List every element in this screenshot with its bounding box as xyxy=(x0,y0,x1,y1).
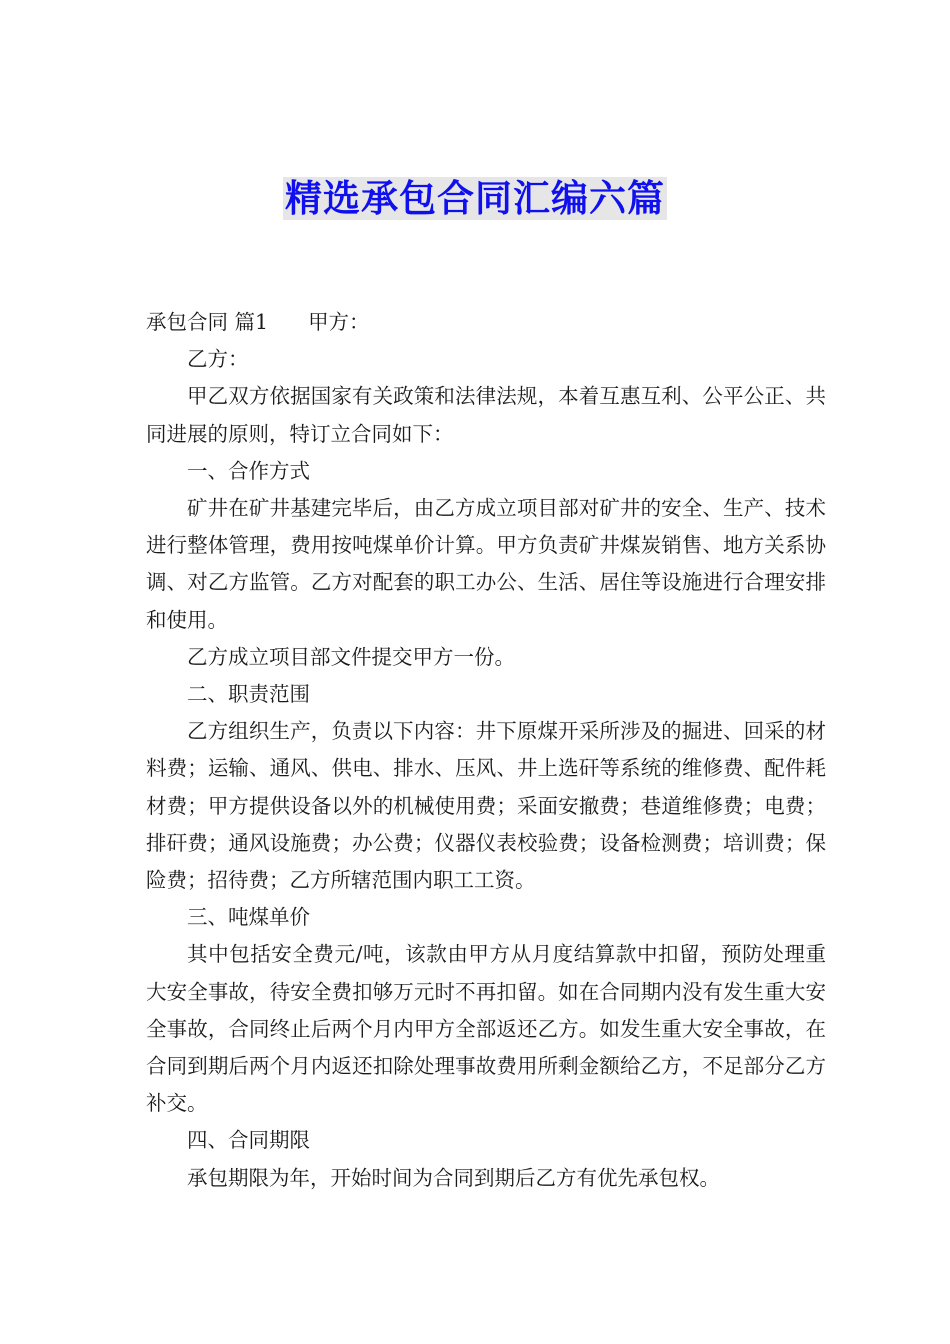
heading-cooperation-method: 一、合作方式 xyxy=(187,458,310,483)
paragraph-cooperation-method: 矿井在矿井基建完毕后，由乙方成立项目部对矿井的安全、生产、技术进行整体管理，费用按吨煤单价计算。甲方负责矿井煤炭销售、地方关系协调、对乙方监管。乙方对配套的职工办公、生活、居住等设施进行合理安排和使用。 xyxy=(146,496,826,632)
party-a-label: 甲方： xyxy=(308,310,370,334)
document-body xyxy=(146,304,826,1197)
party-b-label: 乙方： xyxy=(187,347,249,372)
document-title xyxy=(0,172,950,226)
paragraph-contract-term: 承包期限为年，开始时间为合同到期后乙方有优先承包权。 xyxy=(187,1165,720,1190)
paragraph-preamble: 甲乙双方依据国家有关政策和法律法规，本着互惠互利、公平公正、共同进展的原则，特订立合同如下： xyxy=(146,384,826,446)
paragraph-project-file: 乙方成立项目部文件提交甲方一份。 xyxy=(187,644,515,669)
document-title-text: 精选承包合同汇编六篇 xyxy=(285,177,665,220)
heading-unit-price: 三、吨煤单价 xyxy=(187,905,310,930)
paragraph-unit-price: 其中包括安全费元/吨，该款由甲方从月度结算款中扣留，预防处理重大安全事故，待安全费扣够万元时不再扣留。如在合同期内没有发生重大安全事故，合同终止后两个月内甲方全部返还乙方。如发生重大安全事故，在合同到期后两个月内返还扣除处理事故费用所剩金额给乙方，不足部分乙方补交。 xyxy=(146,942,826,1116)
heading-contract-term: 四、合同期限 xyxy=(187,1128,310,1153)
section-label: 承包合同 篇1 xyxy=(146,310,269,334)
paragraph-responsibilities: 乙方组织生产，负责以下内容：井下原煤开采所涉及的掘进、回采的材料费；运输、通风、供电、排水、压风、井上选矸等系统的维修费、配件耗材费；甲方提供设备以外的机械使用费；采面安撤费；巷道维修费；电费；排矸费；通风设施费；办公费；仪器仪表校验费；设备检测费；培训费；保险费；招待费；乙方所辖范围内职工工资。 xyxy=(146,719,826,893)
section-heading-line xyxy=(146,304,826,341)
heading-responsibilities: 二、职责范围 xyxy=(187,682,310,707)
